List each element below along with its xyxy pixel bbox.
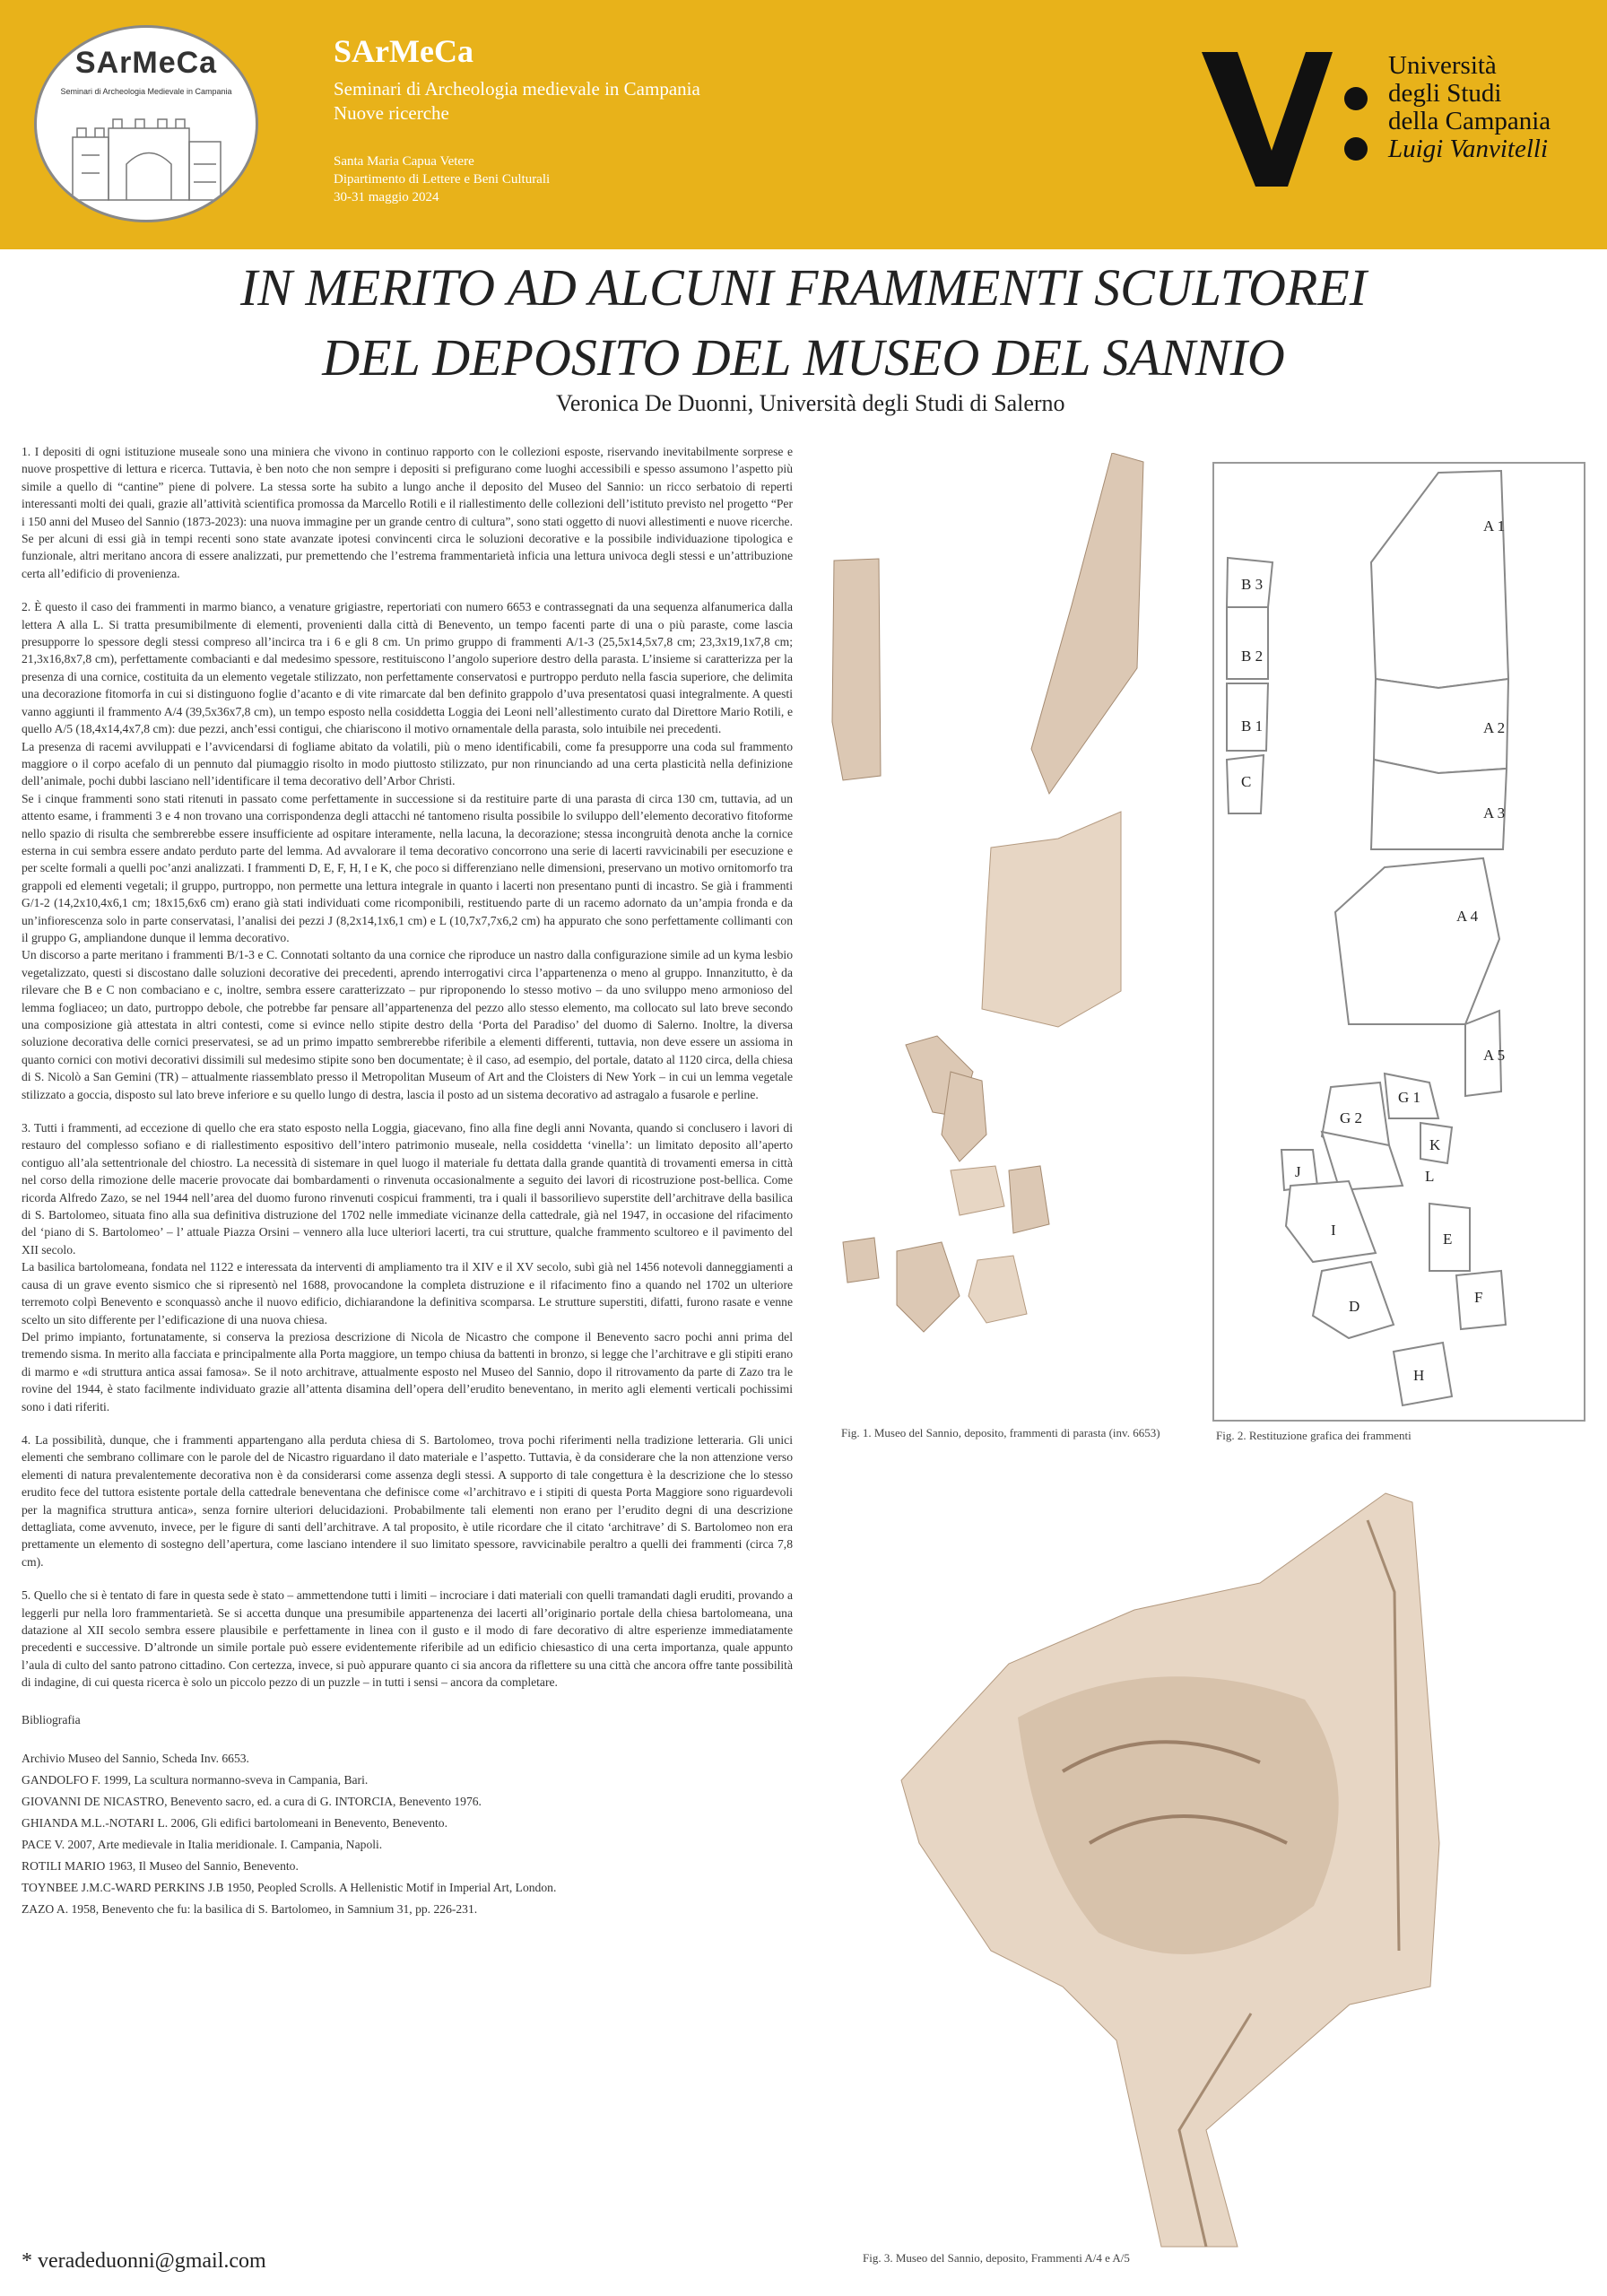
label-l: L: [1425, 1168, 1435, 1185]
biblio-entry: ROTILI MARIO 1963, Il Museo del Sannio, Benevento.: [22, 1859, 299, 1874]
fig3-caption: Fig. 3. Museo del Sannio, deposito, Frammenti A/4 e A/5: [863, 2251, 1130, 2265]
paragraph-4: Se i cinque frammenti sono stati ritenuti in passato come perfettamente in successione si da restituire parte di una parasta di circa 130 cm, tuttavia, ad un attento esame, i frammenti 3 e 4 non trovano una corrispondenza degli attacchi né tantomeno risulta possibile lo sviluppo dell’elemento decorativo fitoforme nello spazio di risulta che sembrerebbe essere insufficiente ad ospitare interamente, nella lacuna, la decorazione; stessa incongruità denota anche la cornice esterna in cui sembra essere andato perduto parte del lemma. Ad avvalorare il tema decorativo concorrono una serie di lacerti ravvicinabili per esecuzione e per scelte formali a quelli poc’anzi analizzati. I frammenti D, E, F, H, I e K, che poco si differenziano nelle dimensioni, preservano un motivo ornitomorfo tra grappoli ed elementi vegetali; il gruppo, purtroppo, non permette una lettura integrale in quanto i lacerti non presentano punti di incastro. Se già i frammenti G/1-2 (14,2x10,4x6,1 cm; 18x15,6x6 cm) erano già stati individuati come ricomponibili, restituendo parte di un racemo adornato da un’ampia fronda e da un’infiorescenza solo in parte conservatasi, l’analisi dei pezzi J (8,2x14,1x6,1 cm) e L (10,7x7,7x6,2 cm) ha appurato che sono perfettamente collimanti con il gruppo G, ampliandone dunque il lemma decorativo.: [22, 791, 793, 944]
body-text: [22, 443, 793, 1920]
paragraph-9: 4. La possibilità, dunque, che i frammenti appartengano alla perduta chiesa di S. Bartolomeo, trova pochi riferimenti nella tradizione letteraria. Gli unici elementi che sembrano collimare con le parole del de Nicastro riguardano il dato materiale e l’aspetto. Tuttavia, è da considerare che la non attenzione verso elementi di natura prevalentemente decorativa non è da considerarsi come assenza degli stessi. A supporto di tale congettura è la descrizione che lo stesso erudito fece del tuttora esistente portale della cattedrale beneventana che definisce come «l’architravo e i stipiti di questa Porta Maggiore sono riguardevoli per la magnifica struttura antica», senza fornire ulteriori delucidazioni. Probabilmente tali elementi non erano per l’erudito degni di una descrizione dettagliata, come avvenuto, invece, per le figure di santi dell’architrave. A tal proposito, è utile ricordare che il citato ‘architrave’ di S. Bartolomeo non era prettamente un elemento di sostegno dell’apertura, come lasciano intendere il suo limitato spessore, ravvicinabile peraltro a quelli dei frammenti (circa 7,8 cm).: [22, 1432, 793, 1569]
paragraph-3: La presenza di racemi avviluppati e l’avvicendarsi di fogliame abitato da volatili, più o meno identificabili, come fa presupporre una coda sul frammento maggiore o il corpo acefalo di un pennuto dal piumaggio risolto in modo piuttosto stilizzato, pur non rinunciando ad una certa plasticità nella definizione dell’animale, pochi dubbi lasciano nell’identificare il tema decorativo dell’Arbor Christi.: [22, 739, 793, 788]
paragraph-6: 3. Tutti i frammenti, ad eccezione di quello che era stato esposto nella Loggia, giacevano, fino alla fine degli anni Novanta, quando si conclusero i lavori di restauro del complesso sofiano e di riallestimento espositivo dell’intero patrimonio museale, nella cosiddetta ‘vinella’: un limitato deposito all’aperto contiguo all’ala settentrionale del chiostro. La necessità di sistemare in quel luogo il materiale fu dettata dalla grande quantità di trovamenti emersa in città nel corso della rimozione delle macerie provocate dai bombardamenti o rinvenuta occasionalmente a seguito dei lavori di ricostruzione post-bellica. Come ricorda Alfredo Zazo, se nel 1944 nell’area del duomo furono rinvenuti cospicui frammenti, tra i quali il bassorilievo superstite dell’architrave della basilica di S. Bartolomeo, situata fino alla sua definitiva distruzione del 1702 nelle immediate vicinanze della cattedrale, già nel 1947, in occasione del rifacimento del ‘piano di S. Bartolomeo’ – l’ attuale Piazza Orsini – vennero alla luce ulteriori lacerti, tra cui strutture, qualche frammento scultoreo e il pavimento del XII secolo.: [22, 1121, 793, 1257]
fig1-fragments-photo: [825, 453, 1202, 1413]
label-a2: A 2: [1483, 719, 1506, 736]
uni-line-2: degli Studi: [1388, 79, 1502, 108]
label-f: F: [1474, 1289, 1483, 1306]
event-department: Dipartimento di Lettere e Beni Culturali: [334, 172, 551, 187]
university-v-logo-icon: [1202, 52, 1372, 187]
org-line-1: Seminari di Archeologia medievale in Campania: [334, 78, 700, 100]
org-line-2: Nuove ricerche: [334, 102, 449, 124]
label-h: H: [1413, 1367, 1425, 1384]
biblio-entry: ZAZO A. 1958, Benevento che fu: la basilica di S. Bartolomeo, in Samnium 31, pp. 226-231.: [22, 1902, 478, 1917]
paragraph-8: Del primo impianto, fortunatamente, si conserva la preziosa descrizione di Nicola de Nicastro che compone il Benevento sacro pochi anni prima del tremendo sisma. In merito alla facciata e principalmente alla Porta maggiore, un tempo chiusa da battenti in bronzo, si legge che l’architrave e gli stipiti erano di marmo e «di struttura antica assai famosa». Se il noto architrave, attualmente esposto nel Museo del Sannio, dopo il ritrovamento da parte di Zazo tra le rovine del 1944, è stato facilmente individuato grazie all’attenta disamina dell’opera dell’erudito beneventano, in merito agli elementi verticali pochissimi sono i dati riferiti.: [22, 1329, 793, 1413]
biblio-entry: GIOVANNI DE NICASTRO, Benevento sacro, ed. a cura di G. INTORCIA, Benevento 1976.: [22, 1795, 482, 1809]
paragraph-2: 2. È questo il caso dei frammenti in marmo bianco, a venature grigiastre, repertoriati con numero 6653 e contrassegnati da una sequenza alfanumerica dalla lettera A alla L. Si tratta presumibilmente di elementi, provenienti dalla città di Benevento, un tempo facenti parte di una o più paraste, come lascia presupporre lo spessore degli stessi compreso all’incirca tra i 6 e gli 8 cm. Un primo gruppo di frammenti A/1-3 (25,5x14,5x7,8 cm; 23,3x19,1x7,8 cm; 21,3x16,8x7,8 cm), perfettamente combacianti e dal medesimo spessore, restituiscono l’angolo superiore destro della parasta. L’insieme si caratterizza per la presenza di una cornice, costituita da un elemento vegetale stilizzato, non perfettamente conservatosi e purtroppo perduto nella fascia superiore, che delimita una decorazione fitomorfa in cui si distinguono foglie d’acanto e di vite rimarcate dal ben definito grappolo d’uva presentatosi quasi integralmente. A questi vanno aggiunti il frammento A/4 (39,5x36x7,8 cm), un tempo esposto nella cosiddetta Loggia dei Leoni nell’allestimento curato dal Direttore Mario Rotili, e quello A/5 (18,4x14,4x7,8 cm): due pezzi, anch’essi contigui, che chiariscono il motivo ornamentale della parasta, solo intuibile nei precedenti.: [22, 600, 793, 736]
label-c: C: [1241, 773, 1252, 790]
paragraph-5: Un discorso a parte meritano i frammenti B/1-3 e C. Connotati soltanto da una cornice che riproduce un nastro dalla configurazione simile ad un kyma lesbio vegetalizzato, questi si discostano dalle soluzioni decorative dei precedenti, aprendo interrogativi circa l’appartenenza o meno al gruppo. Innanzitutto, è da rilevare che B e C non combaciano e c, inoltre, sembra essere caratterizzato – pur riproponendo lo stesso motivo – da uno sviluppo meno armonioso del lemma fogliaceo; un dato, purtroppo debole, che potrebbe far pensare all’appartenenza del pezzo allo stesso elemento, ma collocato sul lato breve secondo una composizione già attestata in altri contesti, come si evince nello stipite destro della ‘Porta del Paradiso’ del duomo di Salerno. Inoltre, la diversa soluzione decorativa delle cornici preservatesi, se ad un primo impatto sembrerebbe riferibile a elementi differenti, tuttavia, non deve essere un assioma in quanto cornici con motivi decorativi dissimili sul medesimo stipite sono ben documentate; è il caso, ad esempio, del portale, datato al 1120 circa, della chiesa di S. Nicolò a San Gemini (TR) – attualmente riassemblato presso il Metropolitan Museum of Art and the Cloisters di New York – in cui un lemma vegetale stilizzato a goccia, disposto sul lato breve inferiore e su quello lungo di destra, lascia il posto ad un sistema decorativo ad astragalo a fusarole e perline.: [22, 948, 793, 1101]
label-i: I: [1331, 1222, 1336, 1239]
label-e: E: [1443, 1231, 1453, 1248]
label-g1: G 1: [1398, 1089, 1421, 1106]
label-b3: B 3: [1241, 576, 1264, 593]
organizer-block: [334, 32, 700, 206]
poster-title: [0, 253, 1607, 393]
author-line: Veronica De Duonni, Università degli Studi di Salerno: [556, 390, 1065, 416]
author-email: * veradeduonni@gmail.com: [22, 2249, 266, 2273]
biblio-entry: TOYNBEE J.M.C-WARD PERKINS J.B 1950, Peopled Scrolls. A Hellenistic Motif in Imperial Art, London.: [22, 1881, 557, 1895]
header-banner: [0, 0, 1607, 249]
paragraph-10: 5. Quello che si è tentato di fare in questa sede è stato – ammettendone tutti i limiti – incrociare i dati materiali con quelli tramandati dagli eruditi, provando a leggerli pur nella loro frammentarietà. Se si accetta dunque una presumibile appartenenza dei lacerti all’originario portale della chiesa bartolomeana, una datazione al XII secolo sembra essere plausibile e perfettamente in linea con il gusto e il modo di fare decorativo di altre esperienze immediatamente precedenti e successive. D’altronde un simile portale può essere evidentemente riferibile ad un edificio chiesastico di una certa importanza, quale appunto l’aula di culto del santo patrono cittadino. Con certezza, invece, si può appurare quanto ci sia ancora da riflettere su una città che ancora offre tante possibilità di indagine, di cui questa ricerca è solo un piccolo pezzo di un puzzle – in tutti i sensi – ancora da completare.: [22, 1588, 793, 1690]
label-b2: B 2: [1241, 648, 1264, 665]
org-name: SArMeCa: [334, 33, 473, 69]
fig2-restitution-diagram: [1212, 462, 1585, 1422]
label-g2: G 2: [1340, 1109, 1363, 1126]
biblio-entry: GANDOLFO F. 1999, La scultura normanno-sveva in Campania, Bari.: [22, 1773, 369, 1787]
castle-illustration-icon: [64, 101, 234, 209]
paragraph-1: 1. I depositi di ogni istituzione museale sono una miniera che vivono in continuo rapporto con le collezioni esposte, riservando inevitabilmente sorprese e nuove prospettive di lettura e ricerca. Tuttavia, è ben noto che non sempre i depositi si prefigurano come luoghi accessibili e spesso assumono l’aspetto più simile a quello di “cantine” piene di polvere. La stessa sorte ha subito a lungo anche il deposito del Museo del Sannio: un ricco serbatoio di reperti interessanti molti dei quali, grazie all’attività scientifica promossa da Marcello Rotili e il riallestimento delle collezioni dell’istituto previsto nel progetto “Per i 150 anni del Museo del Sannio (1873-2023): una nuova immagine per un grande centro di cultura”, sono stati oggetto di nuovi allestimenti e nuove ricerche. Se per alcuni di essi già in tempi recenti sono state avanzate ipotesi convincenti circa le soluzioni decorative e la possibile individuazione tipologica e funzionale, altri meritano ancora di essere analizzati, pur premettendo che l’estrema frammentarietà inficia una lettura univoca degli stessi e un’attribuzione certa all’edificio di provenienza.: [22, 445, 793, 580]
fig3-fragment-photo: [883, 1484, 1547, 2256]
logo-name: SArMeCa: [74, 46, 218, 80]
label-a3: A 3: [1483, 804, 1506, 822]
university-name: [1388, 52, 1551, 163]
bibliography-list: [22, 1748, 793, 1920]
event-dates: 30-31 maggio 2024: [334, 190, 439, 204]
paragraph-7: La basilica bartolomeana, fondata nel 1122 e interessata da interventi di ampliamento tra il XIV e il XV secolo, subì già nel 1456 notevoli danneggiamenti a causa di un grave evento sismico che si ripresentò nel 1688, provocandone la completa distruzione e il rifacimento fino a quando nel 1702 un ulteriore terremoto colpì Benevento e sconquassò anche il nuovo edificio, dichiarandone la definitiva scomparsa. Le strutture superstiti, difatti, furono rasate e venne scelto un sito differente per l’edificazione di una nuova chiesa.: [22, 1260, 793, 1326]
biblio-entry: PACE V. 2007, Arte medievale in Italia meridionale. I. Campania, Napoli.: [22, 1838, 383, 1852]
fig1-caption: Fig. 1. Museo del Sannio, deposito, frammenti di parasta (inv. 6653): [841, 1426, 1160, 1439]
biblio-entry: GHIANDA M.L.-NOTARI L. 2006, Gli edifici bartolomeani in Benevento, Benevento.: [22, 1816, 447, 1831]
title-line-1: IN MERITO AD ALCUNI FRAMMENTI SCULTOREI: [239, 258, 1368, 317]
uni-line-4: Luigi Vanvitelli: [1388, 135, 1549, 163]
label-a4: A 4: [1456, 908, 1479, 925]
label-d: D: [1349, 1298, 1360, 1315]
fig2-drawing: [1214, 464, 1584, 1420]
label-b1: B 1: [1241, 718, 1264, 735]
label-a1: A 1: [1483, 517, 1506, 535]
bibliography-title: Bibliografia: [22, 1712, 81, 1726]
label-a5: A 5: [1483, 1047, 1506, 1064]
event-place: Santa Maria Capua Vetere: [334, 154, 474, 169]
label-j: K: [1429, 1136, 1441, 1153]
logo-subtitle: Seminari di Archeologia Medievale in Campania: [60, 87, 232, 96]
fig2-caption: Fig. 2. Restituzione grafica dei frammenti: [1216, 1429, 1412, 1442]
label-k: J: [1295, 1163, 1301, 1180]
title-line-2: DEL DEPOSITO DEL MUSEO DEL SANNIO: [322, 328, 1285, 387]
uni-line-1: Università: [1388, 51, 1497, 80]
uni-line-3: della Campania: [1388, 107, 1551, 135]
biblio-entry: Archivio Museo del Sannio, Scheda Inv. 6653.: [22, 1752, 249, 1766]
sarmeca-logo: [34, 25, 258, 222]
